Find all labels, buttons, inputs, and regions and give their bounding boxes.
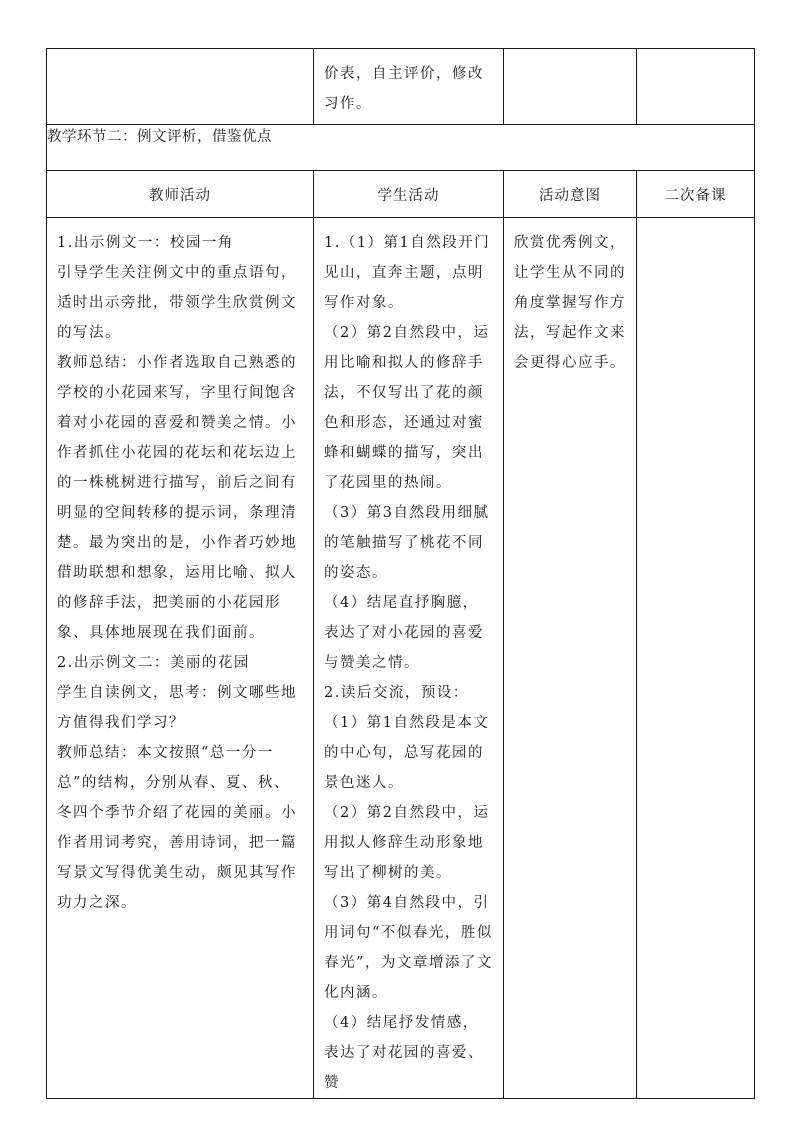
teacher-line: 学生自读例文，思考：例文哪些地方值得我们学习？ — [57, 685, 297, 731]
teacher-line: 引导学生关注例文中的重点语句，适时出示旁批，带领学生欣赏例文的写法。 — [57, 265, 297, 341]
student-line: （2）第2自然段中，运用比喻和拟人的修辞手法，不仅写出了花的颜色和形态，还通过对蜜蜂和蝴蝶的描写，突出了花园里的热闹。 — [324, 325, 490, 491]
continuation-intent-cell — [504, 49, 637, 125]
continuation-student-text: 价表，自主评价，修改 习作。 — [324, 66, 484, 112]
section-title: 教学环节二：例文评析，借鉴优点 — [47, 125, 755, 171]
content-row — [47, 218, 755, 1099]
teacher-line: 教师总结：小作者选取自己熟悉的学校的小花园来写，字里行间饱含着对小花园的喜爱和赞美之情。小作者抓住小花园的花坛和花坛边上的一株桃树进行描写，前后之间有明显的空间转移的提示词，条理清楚。最为突出的是，小作者巧妙地借助联想和想象，运用比喻、拟人的修辞手法，把美丽的小花园形象、具体地展现在我们面前。 — [57, 355, 297, 641]
section-row — [47, 125, 755, 171]
student-line: （3）第3自然段用细腻的笔触描写了桃花不同的姿态。 — [324, 505, 490, 581]
student-activity-cell — [314, 218, 504, 1099]
continuation-prep-cell — [637, 49, 755, 125]
activity-intent-cell — [504, 218, 637, 1099]
teacher-line: 2.出示例文二：美丽的花园 — [57, 655, 250, 671]
teacher-line: 教师总结：本文按照“总一分一总”的结构，分别从春、夏、秋、冬四个季节介绍了花园的美丽。小作者用词考究，善用诗词，把一篇写景文写得优美生动，颇见其写作功力之深。 — [57, 745, 297, 911]
lesson-plan-table — [46, 48, 755, 1099]
header-second-prep: 二次备课 — [637, 171, 755, 218]
second-prep-cell — [637, 218, 755, 1099]
teacher-line: 1.出示例文一：校园一角 — [57, 235, 234, 251]
continuation-student-cell — [314, 49, 504, 125]
continuation-row — [47, 49, 755, 125]
header-intent: 活动意图 — [504, 171, 637, 218]
activity-intent-text: 欣赏优秀例文，让学生从不同的角度掌握写作方法，写起作文来会更得心应手。 — [514, 235, 626, 371]
teacher-activity-text — [47, 218, 313, 918]
teacher-activity-cell — [47, 218, 314, 1099]
continuation-teacher-cell — [47, 49, 314, 125]
header-student: 学生活动 — [314, 171, 504, 218]
student-line: 2.读后交流，预设： — [324, 685, 469, 701]
header-row — [47, 171, 755, 218]
student-line: （2）第2自然段中，运用拟人修辞生动形象地写出了柳树的美。 — [324, 805, 490, 881]
student-line: （3）第4自然段中，引用词句“不似春光，胜似春光”，为文章增添了文化内涵。 — [324, 895, 493, 1001]
student-line: （1）第1自然段是本文的中心句，总写花园的景色迷人。 — [324, 715, 490, 791]
student-line: （4）结尾直抒胸臆，表达了对小花园的喜爱与赞美之情。 — [324, 595, 484, 671]
student-activity-text — [314, 218, 503, 1098]
student-line: （4）结尾抒发情感，表达了对花园的喜爱、赞 — [324, 1015, 484, 1091]
header-teacher: 教师活动 — [47, 171, 314, 218]
student-line: 1.（1）第1自然段开门见山，直奔主题，点明写作对象。 — [324, 235, 491, 311]
